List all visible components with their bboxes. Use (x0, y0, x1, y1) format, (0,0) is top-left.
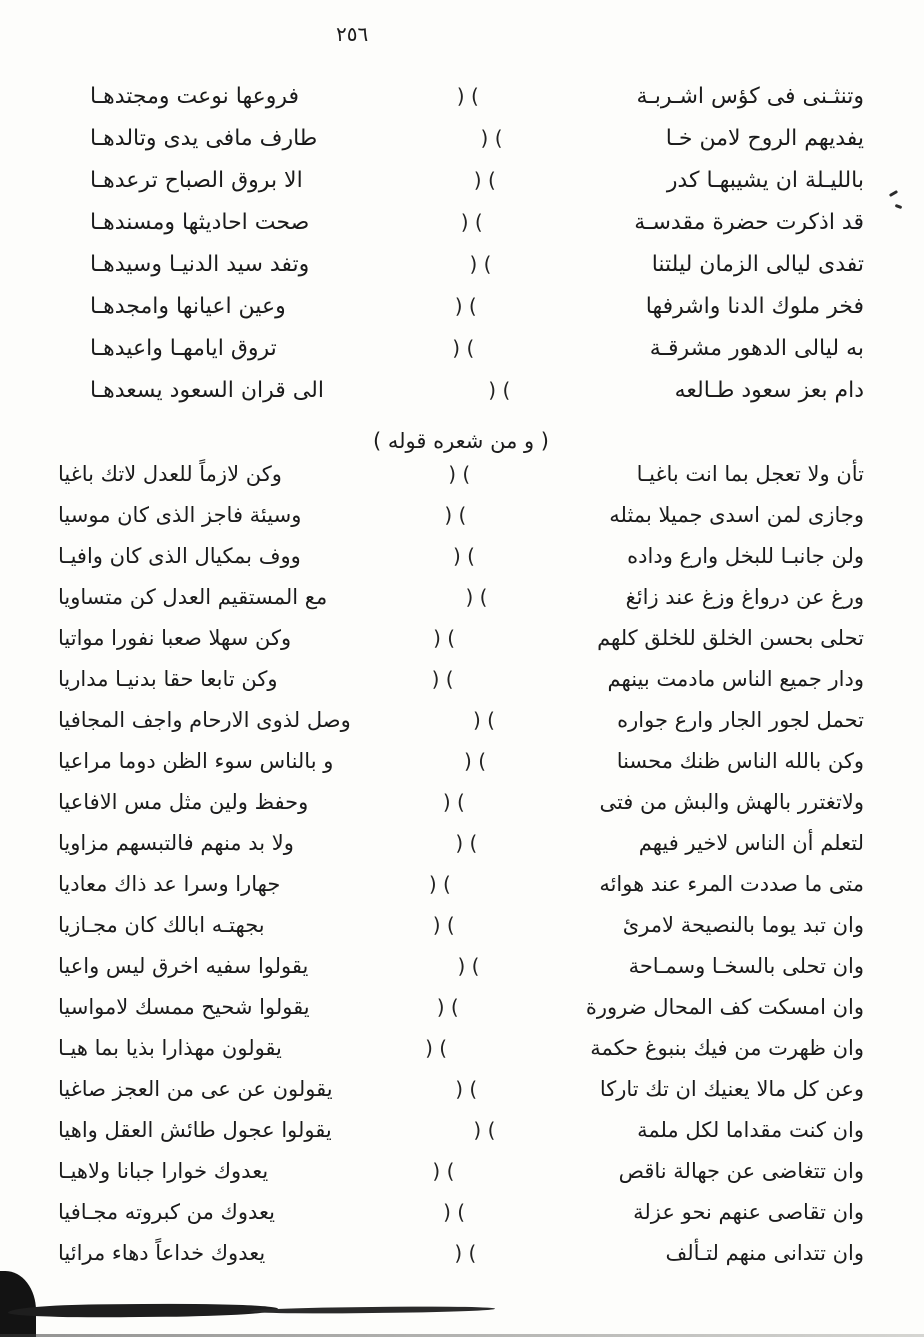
hemistich-separator: ) ( (444, 503, 467, 527)
hemistich-separator: ) ( (480, 126, 503, 150)
hemistich-left: يقولوا عجول طائش العقل واهيا (58, 1118, 332, 1142)
hemistich-right: وان تحلى بالسخـا وسمـاحة (628, 954, 864, 978)
verse-line (58, 872, 864, 913)
verse-line (90, 168, 864, 210)
verse-line (58, 544, 864, 585)
hemistich-right: ودار جميع الناس مادمت بينهم (607, 667, 864, 691)
hemistich-right: وان تبد يوما بالنصيحة لامرئ (622, 913, 864, 937)
hemistich-left: طارف مافى يدى وتالدهـا (90, 126, 318, 151)
hemistich-left: يعدوك من كبروته مجـافيا (58, 1200, 276, 1224)
hemistich-separator: ) ( (454, 1241, 477, 1265)
hemistich-right: وكن بالله الناس ظنك محسنا (616, 749, 864, 773)
hemistich-separator: ) ( (465, 585, 488, 609)
hemistich-left: صحت احاديثها ومسندهـا (90, 210, 310, 235)
hemistich-left: وتفد سيد الدنيـا وسيدهـا (90, 252, 310, 277)
hemistich-left: يقولوا سفيه اخرق ليس واعيا (58, 954, 309, 978)
hemistich-left: وكن سهلا صعبا نفورا مواتيا (58, 626, 292, 650)
hemistich-separator: ) ( (432, 1159, 455, 1183)
hemistich-separator: ) ( (460, 210, 483, 234)
hemistich-separator: ) ( (456, 84, 479, 108)
hemistich-right: دام بعز سعود طـالعه (674, 378, 864, 403)
hemistich-separator: ) ( (469, 252, 492, 276)
hemistich-left: تروق ايامهـا واعيدهـا (90, 336, 277, 361)
hemistich-right: وان تتغاضى عن جهالة ناقص (618, 1159, 864, 1183)
hemistich-left: فروعها نوعت ومجتدهـا (90, 84, 299, 109)
hemistich-left: يعدوك خوارا جبانا ولاهيـا (58, 1159, 269, 1183)
hemistich-separator: ) ( (428, 872, 451, 896)
hemistich-separator: ) ( (442, 790, 465, 814)
verse-line (58, 1118, 864, 1159)
verse-line (58, 954, 864, 995)
hemistich-separator: ) ( (436, 995, 459, 1019)
poem-second (58, 462, 864, 1282)
hemistich-left: مع المستقيم العدل كن متساويا (58, 585, 328, 609)
hemistich-right: وان ظهرت من فيك بنبوغ حكمة (590, 1036, 864, 1060)
hemistich-right: ولن جانبـا للبخل وارع وداده (627, 544, 864, 568)
hemistich-right: لتعلم أن الناس لاخير فيهم (638, 831, 864, 855)
hemistich-right: تحلى بحسن الخلق للخلق كلهم (597, 626, 864, 650)
verse-line (58, 1036, 864, 1077)
hemistich-right: بالليـلة ان يشيبهـا كدر (666, 168, 864, 193)
hemistich-left: ووف بمكيال الذى كان وافيـا (58, 544, 301, 568)
hemistich-separator: ) ( (452, 544, 475, 568)
verse-line (58, 913, 864, 954)
hemistich-right: به ليالى الدهور مشرقـة (649, 336, 864, 361)
hemistich-separator: ) ( (473, 168, 496, 192)
verse-line (58, 667, 864, 708)
hemistich-separator: ) ( (448, 462, 471, 486)
hemistich-separator: ) ( (452, 336, 475, 360)
verse-line (90, 126, 864, 168)
scan-ink-band-thin (250, 1306, 495, 1315)
hemistich-separator: ) ( (455, 831, 478, 855)
section-heading: ( و من شعره قوله ) (373, 429, 549, 453)
hemistich-right: وعن كل مالا يعنيك ان تك تاركا (599, 1077, 864, 1101)
hemistich-left: وكن لازماً للعدل لاتك باغيا (58, 462, 282, 486)
hemistich-right: وان تقاصى عنهم نحو عزلة (633, 1200, 864, 1224)
hemistich-right: تحمل لجور الجار وارع جواره (617, 708, 864, 732)
scan-ink-blot-corner (0, 1271, 36, 1337)
hemistich-right: يفديهم الروح لامن خـا (665, 126, 864, 151)
verse-line (90, 378, 864, 420)
hemistich-separator: ) ( (457, 954, 480, 978)
hemistich-left: و بالناس سوء الظن دوما مراعيا (58, 749, 334, 773)
hemistich-right: تفدى ليالى الزمان ليلتنا (651, 252, 864, 277)
hemistich-left: يقولون مهذارا بذيا بما هيـا (58, 1036, 282, 1060)
hemistich-separator: ) ( (425, 1036, 448, 1060)
hemistich-separator: ) ( (473, 1118, 496, 1142)
hemistich-left: وكن تابعا حقا بدنيـا مداريا (58, 667, 278, 691)
hemistich-right: قد اذكرت حضرة مقدسـة (634, 210, 864, 235)
hemistich-left: وحفظ ولين مثل مس الافاعيا (58, 790, 309, 814)
hemistich-left: الا بروق الصباح ترعدهـا (90, 168, 303, 193)
hemistich-right: وان تتدانى منهم لتـألف (665, 1241, 864, 1265)
hemistich-left: وسيئة فاجز الذى كان موسيا (58, 503, 302, 527)
page-number: ٢٥٦ (336, 22, 369, 46)
hemistich-right: وان امسكت كف المحال ضرورة (585, 995, 864, 1019)
poem-first (58, 84, 864, 420)
hemistich-left: يقولون عن عى من العجز صاغيا (58, 1077, 333, 1101)
hemistich-right: ولاتغترر بالهش والبش من فتى (599, 790, 864, 814)
verse-line (58, 1241, 864, 1282)
hemistich-right: وتنثـنى فى كؤس اشـربـة (636, 84, 864, 109)
verse-line (58, 790, 864, 831)
hemistich-left: يعدوك خداعاً دهاء مرائيا (58, 1241, 266, 1265)
hemistich-separator: ) ( (433, 626, 456, 650)
hemistich-separator: ) ( (488, 378, 511, 402)
hemistich-left: الى قران السعود يسعدهـا (90, 378, 324, 403)
hemistich-separator: ) ( (455, 1077, 478, 1101)
hemistich-right: ورغ عن درواغ وزغ عند زائغ (625, 585, 864, 609)
hemistich-right: تأن ولا تعجل بما انت باغيـا (636, 462, 864, 486)
verse-line (58, 1200, 864, 1241)
hemistich-left: ولا بد منهم فالتبسهم مزاويا (58, 831, 294, 855)
verse-line (58, 1159, 864, 1200)
hemistich-separator: ) ( (454, 294, 477, 318)
hemistich-left: بجهتـه ابالك كان مجـازيا (58, 913, 265, 937)
verse-line (58, 585, 864, 626)
hemistich-left: وصل لذوى الارحام واجف المجافيا (58, 708, 351, 732)
verse-line (90, 336, 864, 378)
verse-line (90, 84, 864, 126)
verse-line (58, 1077, 864, 1118)
page-body (58, 84, 864, 1282)
hemistich-separator: ) ( (464, 749, 487, 773)
verse-line (58, 749, 864, 790)
verse-line (58, 708, 864, 749)
hemistich-separator: ) ( (472, 708, 495, 732)
hemistich-left: وعين اعيانها وامجدهـا (90, 294, 286, 319)
hemistich-right: وان كنت مقداما لكل ملمة (637, 1118, 864, 1142)
hemistich-right: فخر ملوك الدنا واشرفها (645, 294, 864, 319)
hemistich-right: وجازى لمن اسدى جميلا بمثله (609, 503, 864, 527)
verse-line (90, 252, 864, 294)
verse-line (90, 294, 864, 336)
verse-line (58, 995, 864, 1036)
hemistich-right: متى ما صددت المرء عند هوائه (599, 872, 864, 896)
scan-speck (895, 204, 903, 209)
scan-ink-band (8, 1303, 278, 1318)
hemistich-separator: ) ( (431, 667, 454, 691)
scan-speck (889, 190, 898, 197)
hemistich-left: يقولوا شحيح ممسك لامواسيا (58, 995, 310, 1019)
hemistich-left: جهارا وسرا عد ذاك معاديا (58, 872, 281, 896)
verse-line (58, 462, 864, 503)
verse-line (90, 210, 864, 252)
verse-line (58, 503, 864, 544)
verse-line (58, 626, 864, 667)
hemistich-separator: ) ( (432, 913, 455, 937)
verse-line (58, 831, 864, 872)
hemistich-separator: ) ( (443, 1200, 466, 1224)
